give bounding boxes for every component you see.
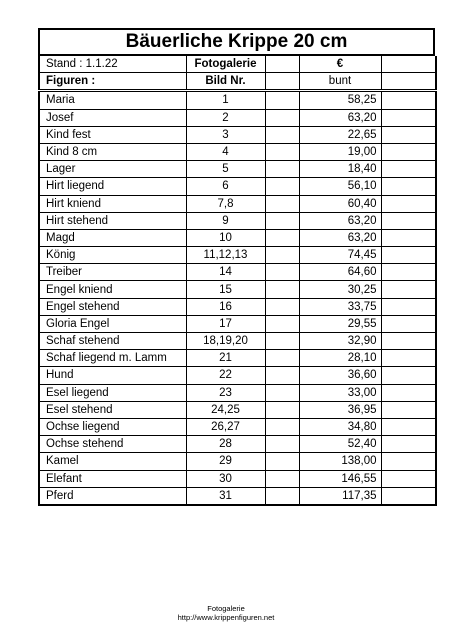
figure-name: Lager: [39, 161, 186, 178]
table-row: [39, 91, 436, 109]
empty-cell: [381, 401, 436, 418]
table-row: [39, 436, 436, 453]
bild-nr: 1: [186, 91, 265, 109]
empty-cell: [381, 350, 436, 367]
empty-cell: [381, 487, 436, 505]
footer-label: Fotogalerie: [207, 604, 245, 613]
price-bunt: 63,20: [299, 229, 381, 246]
bild-nr: 24,25: [186, 401, 265, 418]
empty-cell: [381, 453, 436, 470]
figure-name: Magd: [39, 229, 186, 246]
empty-cell: [381, 56, 436, 73]
table-row: [39, 126, 436, 143]
empty-cell: [265, 470, 299, 487]
figure-name: Elefant: [39, 470, 186, 487]
empty-cell: [381, 247, 436, 264]
empty-cell: [381, 143, 436, 160]
figure-name: Hirt kniend: [39, 195, 186, 212]
empty-cell: [381, 195, 436, 212]
table-row: [39, 453, 436, 470]
figure-name: Hirt stehend: [39, 212, 186, 229]
figure-name: Ochse stehend: [39, 436, 186, 453]
price-bunt: 33,75: [299, 298, 381, 315]
bild-nr: 5: [186, 161, 265, 178]
table-row: [39, 470, 436, 487]
empty-cell: [265, 126, 299, 143]
empty-cell: [265, 178, 299, 195]
table-row: [39, 487, 436, 505]
empty-cell: [381, 109, 436, 126]
price-bunt: 36,60: [299, 367, 381, 384]
price-list-sheet: [38, 28, 435, 506]
table-row: [39, 333, 436, 350]
table-row: [39, 367, 436, 384]
bild-nr: 3: [186, 126, 265, 143]
empty-cell: [265, 212, 299, 229]
bild-nr: 11,12,13: [186, 247, 265, 264]
figure-name: Pferd: [39, 487, 186, 505]
table-row: [39, 315, 436, 332]
figure-name: Kamel: [39, 453, 186, 470]
price-table: [38, 56, 437, 506]
bild-nr: 29: [186, 453, 265, 470]
empty-cell: [265, 247, 299, 264]
table-row: [39, 109, 436, 126]
price-bunt: 34,80: [299, 418, 381, 435]
price-table-body: [39, 56, 436, 505]
figure-name: Hirt liegend: [39, 178, 186, 195]
header-row-columns: [39, 73, 436, 91]
price-bunt: 28,10: [299, 350, 381, 367]
figure-name: Esel stehend: [39, 401, 186, 418]
price-bunt: 117,35: [299, 487, 381, 505]
table-row: [39, 401, 436, 418]
figure-name: König: [39, 247, 186, 264]
bild-nr: 9: [186, 212, 265, 229]
header-row-stand: [39, 56, 436, 73]
empty-cell: [265, 161, 299, 178]
empty-cell: [265, 367, 299, 384]
price-bunt: 52,40: [299, 436, 381, 453]
bild-nr: 22: [186, 367, 265, 384]
figure-name: Kind fest: [39, 126, 186, 143]
bild-nr: 30: [186, 470, 265, 487]
bild-nr: 14: [186, 264, 265, 281]
price-bunt: 19,00: [299, 143, 381, 160]
empty-cell: [265, 487, 299, 505]
footer: [0, 604, 452, 622]
page-title: Bäuerliche Krippe 20 cm: [38, 28, 435, 56]
empty-cell: [265, 418, 299, 435]
empty-cell: [381, 212, 436, 229]
bild-nr: 6: [186, 178, 265, 195]
price-bunt: 56,10: [299, 178, 381, 195]
empty-cell: [265, 315, 299, 332]
bild-nr: 18,19,20: [186, 333, 265, 350]
empty-cell: [381, 229, 436, 246]
bild-nr: 2: [186, 109, 265, 126]
bild-nr: 28: [186, 436, 265, 453]
empty-cell: [381, 161, 436, 178]
empty-cell: [381, 436, 436, 453]
table-row: [39, 418, 436, 435]
bild-nr: 26,27: [186, 418, 265, 435]
price-bunt: 29,55: [299, 315, 381, 332]
empty-cell: [381, 264, 436, 281]
empty-cell: [265, 109, 299, 126]
empty-cell: [381, 367, 436, 384]
stand-date: Stand : 1.1.22: [39, 56, 186, 73]
figure-name: Hund: [39, 367, 186, 384]
figure-name: Maria: [39, 91, 186, 109]
empty-cell: [381, 298, 436, 315]
empty-cell: [381, 91, 436, 109]
figure-name: Schaf stehend: [39, 333, 186, 350]
bunt-header: bunt: [299, 73, 381, 91]
footer-url[interactable]: http://www.krippenfiguren.net: [177, 613, 275, 622]
empty-cell: [381, 178, 436, 195]
bild-nr: 4: [186, 143, 265, 160]
table-row: [39, 281, 436, 298]
figure-name: Kind 8 cm: [39, 143, 186, 160]
table-row: [39, 298, 436, 315]
bild-nr: 21: [186, 350, 265, 367]
price-bunt: 138,00: [299, 453, 381, 470]
table-row: [39, 350, 436, 367]
figure-name: Ochse liegend: [39, 418, 186, 435]
bild-nr: 23: [186, 384, 265, 401]
empty-cell: [381, 281, 436, 298]
empty-cell: [265, 264, 299, 281]
figure-name: Engel kniend: [39, 281, 186, 298]
bild-nr: 31: [186, 487, 265, 505]
fotogalerie-header: Fotogalerie: [186, 56, 265, 73]
empty-cell: [265, 436, 299, 453]
empty-cell: [265, 350, 299, 367]
table-row: [39, 247, 436, 264]
empty-cell: [265, 229, 299, 246]
table-row: [39, 178, 436, 195]
price-bunt: 58,25: [299, 91, 381, 109]
figure-name: Schaf liegend m. Lamm: [39, 350, 186, 367]
empty-cell: [381, 315, 436, 332]
price-bunt: 33,00: [299, 384, 381, 401]
table-row: [39, 384, 436, 401]
price-bunt: 63,20: [299, 212, 381, 229]
empty-cell: [265, 298, 299, 315]
bild-nr: 10: [186, 229, 265, 246]
price-bunt: 18,40: [299, 161, 381, 178]
price-bunt: 60,40: [299, 195, 381, 212]
price-bunt: 146,55: [299, 470, 381, 487]
table-row: [39, 264, 436, 281]
empty-cell: [265, 56, 299, 73]
price-bunt: 74,45: [299, 247, 381, 264]
figure-name: Engel stehend: [39, 298, 186, 315]
currency-header: €: [299, 56, 381, 73]
empty-cell: [381, 470, 436, 487]
price-bunt: 64,60: [299, 264, 381, 281]
empty-cell: [265, 143, 299, 160]
bild-nr: 16: [186, 298, 265, 315]
table-row: [39, 143, 436, 160]
price-bunt: 36,95: [299, 401, 381, 418]
empty-cell: [265, 453, 299, 470]
bild-nr: 7,8: [186, 195, 265, 212]
empty-cell: [265, 91, 299, 109]
figuren-header: Figuren :: [39, 73, 186, 91]
price-bunt: 22,65: [299, 126, 381, 143]
empty-cell: [381, 126, 436, 143]
bild-nr-header: Bild Nr.: [186, 73, 265, 91]
empty-cell: [265, 384, 299, 401]
table-row: [39, 212, 436, 229]
price-bunt: 63,20: [299, 109, 381, 126]
empty-cell: [265, 401, 299, 418]
figure-name: Gloria Engel: [39, 315, 186, 332]
empty-cell: [265, 73, 299, 91]
empty-cell: [265, 195, 299, 212]
table-row: [39, 195, 436, 212]
figure-name: Josef: [39, 109, 186, 126]
price-bunt: 30,25: [299, 281, 381, 298]
figure-name: Treiber: [39, 264, 186, 281]
empty-cell: [381, 333, 436, 350]
bild-nr: 15: [186, 281, 265, 298]
table-row: [39, 229, 436, 246]
empty-cell: [381, 384, 436, 401]
empty-cell: [265, 333, 299, 350]
price-bunt: 32,90: [299, 333, 381, 350]
empty-cell: [381, 418, 436, 435]
empty-cell: [381, 73, 436, 91]
figure-name: Esel liegend: [39, 384, 186, 401]
bild-nr: 17: [186, 315, 265, 332]
empty-cell: [265, 281, 299, 298]
table-row: [39, 161, 436, 178]
